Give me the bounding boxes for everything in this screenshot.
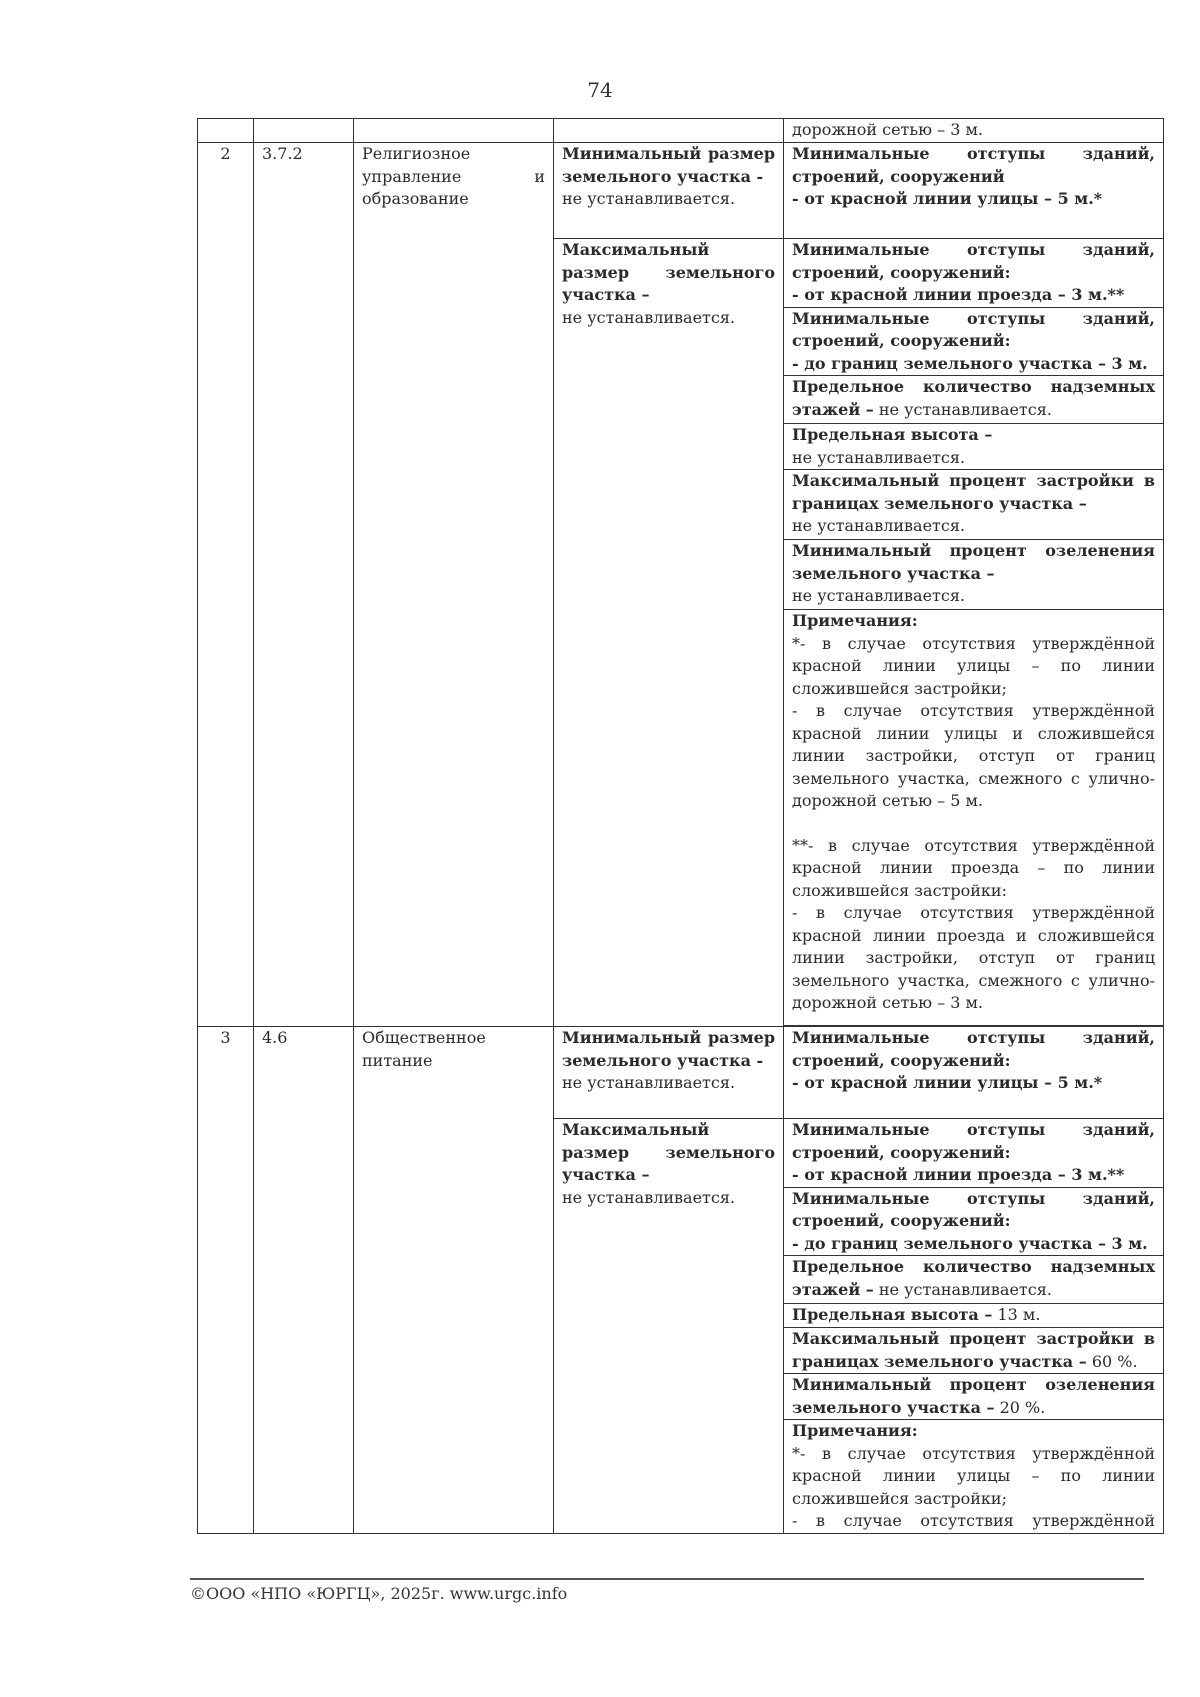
table-row-continued [198,119,1164,143]
param-title: Максимальный процент застройки в границах земельного участка – [792,471,1155,513]
param-title: Минимальные отступы зданий, строений, сооружений [792,144,1155,186]
notes-cell [784,610,1164,1026]
param-title: Максимальный процент застройки в границах земельного участка – [792,1329,1155,1371]
param-title: Предельное количество надземных этажей – [792,377,1155,419]
notes-paragraph: - в случае отсутствия утверждённой красной линии проезда и сложившейся линии застройки, отступ от границ земельного участка, смежного с улично-дорожной сетью – 3 м. [792,903,1155,1012]
param-value: не устанавливается. [878,399,1052,419]
param-cell [784,143,1164,239]
footer-divider [190,1578,1144,1580]
row-name: Общественное питание [354,1027,554,1534]
notes-paragraph: - в случае отсутствия утверждённой [792,1511,1155,1530]
param-title: Предельная высота – [792,1305,993,1324]
row-number: 3 [198,1027,254,1534]
row-name: Религиозное управление и образование [354,143,554,1027]
param-cell [784,1027,1164,1119]
notes-paragraph: - в случае отсутствия утверждённой красной линии улицы и сложившейся линии застройки, отступ от границ земельного участка, смежного с улично-дорожной сетью – 5 м. [792,701,1155,810]
notes-paragraph: *- в случае отсутствия утверждённой красной линии улицы – по линии сложившейся застройки; [792,633,1155,698]
param-value: не устанавливается. [792,516,966,535]
min-size-value: не устанавливается. [562,189,736,208]
table-row [198,1027,1164,1119]
min-size-value: не устанавливается. [562,1073,736,1092]
param-value: 60 %. [1091,1351,1138,1371]
continued-text: дорожной сетью – 3 м. [784,119,1164,143]
param-cell [784,1374,1164,1420]
param-cell [784,1256,1164,1304]
regulations-table [197,118,1164,1534]
max-size-cell [554,1119,784,1534]
param-title: Минимальные отступы зданий, строений, сооружений: [792,1188,1155,1230]
param-cell [784,376,1164,424]
notes-paragraph: *- в случае отсутствия утверждённой красной линии улицы – по линии сложившейся застройки; [792,1443,1155,1508]
param-cell [784,1328,1164,1374]
param-value: - от красной линии улицы – 5 м.* [792,189,1103,208]
min-size-title: Минимальный размер земельного участка - [562,1028,775,1070]
param-value: - до границ земельного участка – 3 м. [792,1233,1148,1253]
param-value: - до границ земельного участка – 3 м. [792,353,1148,373]
param-value: не устанавливается. [878,1279,1052,1299]
param-value: не устанавливается. [792,447,966,467]
page-number: 74 [587,78,613,102]
param-cell [784,470,1164,540]
param-title: Минимальные отступы зданий, строений, сооружений: [792,1028,1155,1070]
param-title: Предельная высота – [792,425,993,444]
param-value: 13 м. [997,1305,1041,1324]
param-cell [784,540,1164,610]
notes-title: Примечания: [792,611,918,630]
max-size-title: Максимальный размер земельного участка – [562,1120,775,1184]
min-size-title: Минимальный размер земельного участка - [562,144,775,186]
param-value: - от красной линии проезда – 3 м.** [792,285,1125,304]
param-cell [784,1119,1164,1188]
row-code: 4.6 [254,1027,354,1534]
param-value: не устанавливается. [792,586,966,605]
row-number: 2 [198,143,254,1027]
param-cell [784,424,1164,470]
max-size-title: Максимальный размер земельного участка – [562,240,775,304]
notes-title: Примечания: [792,1421,918,1440]
param-value: 20 %. [999,1397,1046,1417]
notes-paragraph: **- в случае отсутствия утверждённой красной линии проезда – по линии сложившейся застройки: [792,835,1155,900]
footer-copyright: ©ООО «НПО «ЮРГЦ», 2025г. www.urgc.info [190,1584,568,1603]
max-size-cell [554,239,784,1027]
min-size-cell [554,1027,784,1119]
param-cell [784,307,1164,376]
param-cell [784,1304,1164,1328]
param-value: - от красной линии проезда – 3 м.** [792,1165,1125,1184]
row-code: 3.7.2 [254,143,354,1027]
param-value: - от красной линии улицы – 5 м.* [792,1073,1103,1092]
max-size-value: не устанавливается. [562,1187,736,1207]
param-cell [784,239,1164,308]
param-title: Минимальный процент озеленения земельного участка – [792,1375,1155,1417]
max-size-value: не устанавливается. [562,307,736,327]
param-title: Минимальные отступы зданий, строений, сооружений: [792,308,1155,350]
param-title: Предельное количество надземных этажей – [792,1257,1155,1299]
min-size-cell [554,143,784,239]
param-title: Минимальные отступы зданий, строений, сооружений: [792,240,1155,282]
param-title: Минимальные отступы зданий, строений, сооружений: [792,1120,1155,1162]
param-cell [784,1187,1164,1256]
param-title: Минимальный процент озеленения земельного участка – [792,541,1155,583]
notes-cell [784,1420,1164,1534]
table-row [198,143,1164,239]
